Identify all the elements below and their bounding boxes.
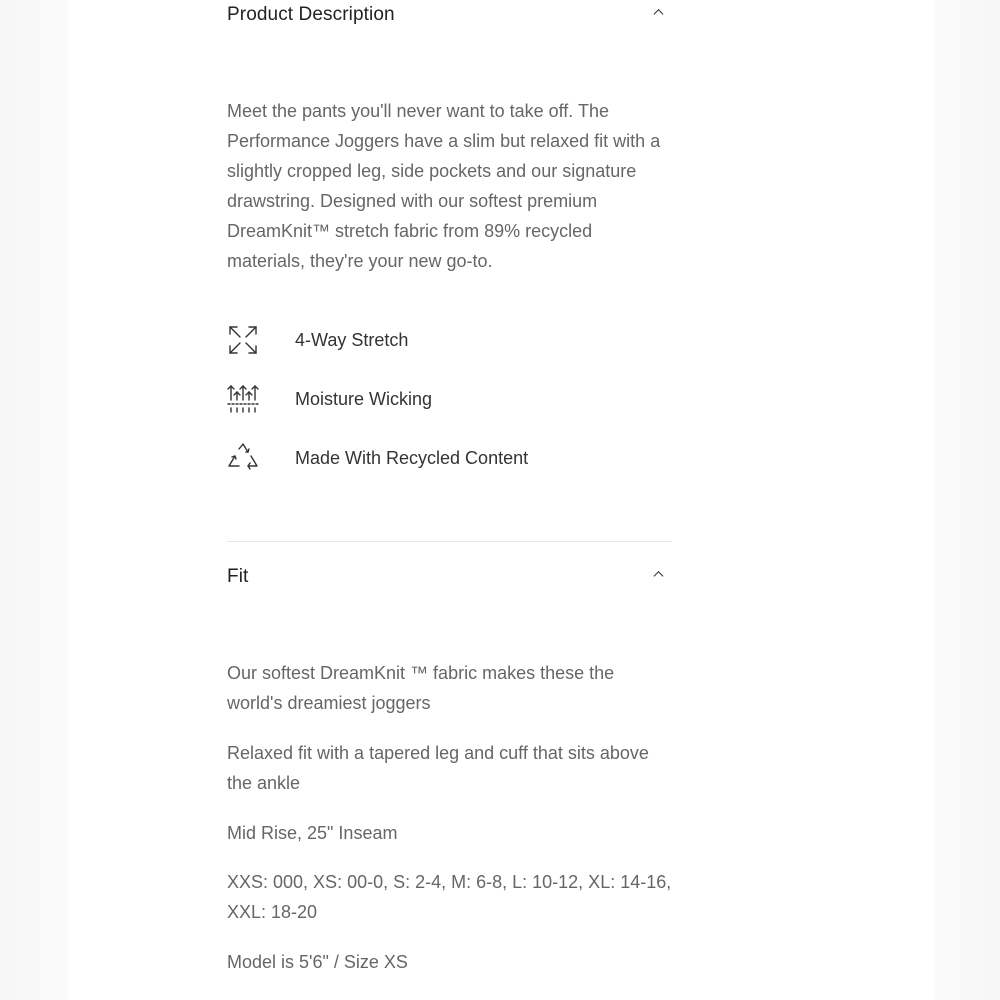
four-way-stretch-icon — [227, 324, 259, 356]
feature-label: Made With Recycled Content — [295, 447, 529, 468]
page-right-margin — [934, 0, 1000, 1000]
moisture-wicking-icon — [227, 383, 259, 415]
fit-accordion-header[interactable] — [227, 562, 672, 592]
feature-recycled-content — [227, 440, 672, 476]
product-description-text: Meet the pants you'll never want to take off. The Performance Joggers have a slim but relaxed fit with a slightly cropped leg, side pockets and our signature drawstring. Designed with our softest premium DreamKnit™ stretch fabric from 89% recycled materials, they're your new go-to. — [227, 101, 661, 271]
page-left-margin — [0, 0, 68, 1000]
section-divider — [227, 541, 672, 542]
chevron-up-icon[interactable] — [654, 571, 664, 581]
feature-label: 4-Way Stretch — [295, 329, 409, 350]
list-item: Our softest DreamKnit ™ fabric makes these the world's dreamiest joggers — [227, 663, 615, 713]
fit-title: Fit — [227, 566, 249, 587]
list-item: Mid Rise, 25" Inseam — [227, 823, 398, 843]
chevron-up-icon[interactable] — [654, 9, 664, 19]
feature-moisture-wicking — [227, 381, 672, 417]
feature-label: Moisture Wicking — [295, 388, 433, 409]
list-item: Relaxed fit with a tapered leg and cuff that sits above the ankle — [227, 743, 649, 793]
product-description-accordion-header[interactable] — [227, 0, 672, 30]
product-description-title: Product Description — [227, 4, 395, 25]
list-item: Model is 5'6" / Size XS — [227, 952, 408, 972]
recycle-icon — [227, 442, 259, 474]
feature-four-way-stretch — [227, 322, 672, 358]
list-item: XXS: 000, XS: 00-0, S: 2-4, M: 6-8, L: 10-12, XL: 14-16, XXL: 18-20 — [227, 872, 672, 922]
